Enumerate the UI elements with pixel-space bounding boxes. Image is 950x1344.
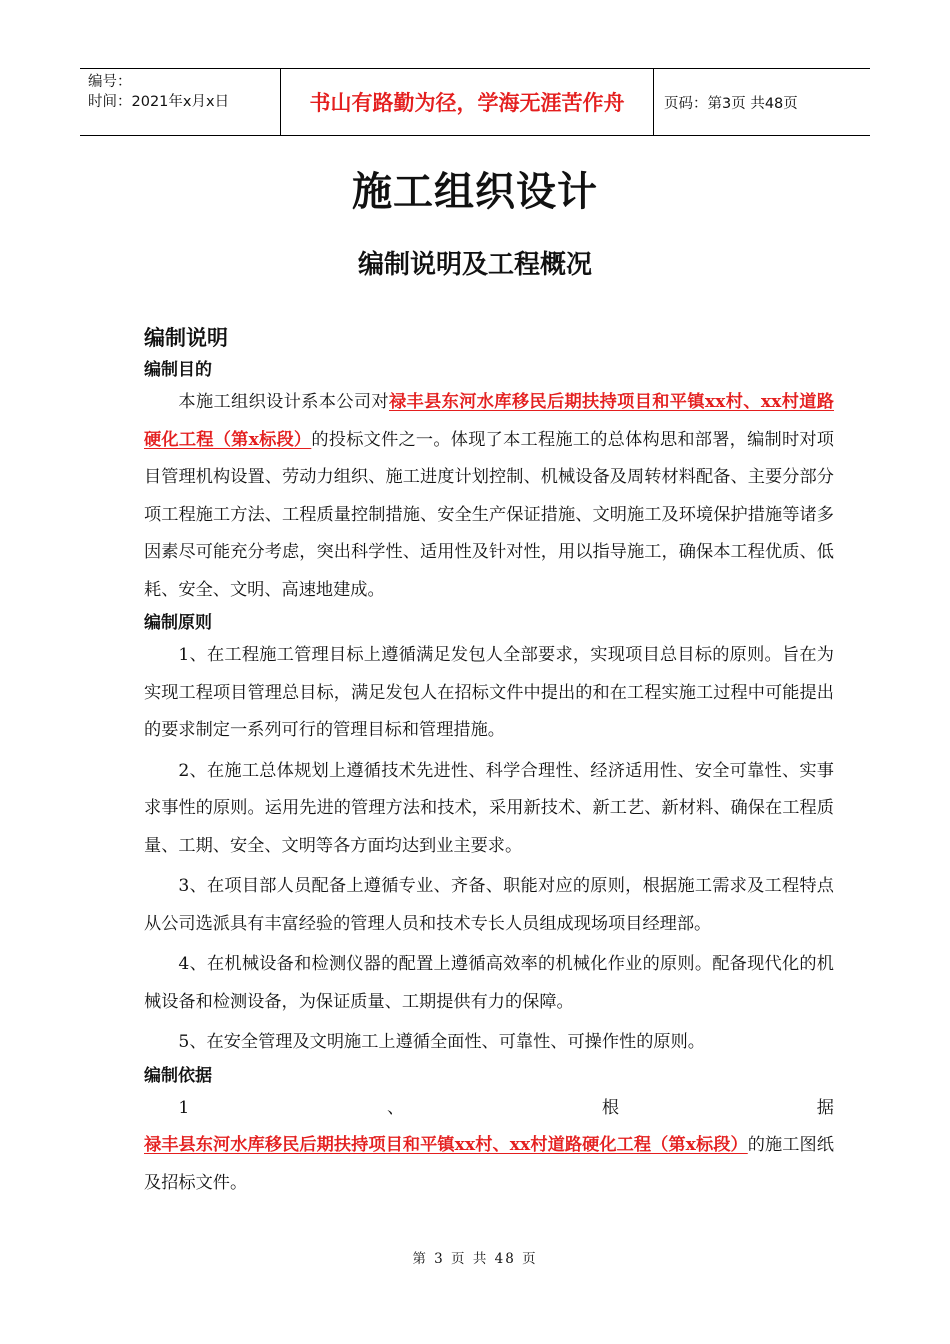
page-header (80, 68, 870, 136)
basis-item-1 (144, 1090, 834, 1203)
serial-number-label: 编号： (88, 74, 132, 90)
project-name-highlight: 禄丰县东河水库移民后期扶持项目和平镇xx村、xx村道路硬化工程（第x标段） (144, 392, 834, 450)
page-footer: 第 3 页 共 48 页 (412, 1251, 538, 1267)
section-heading-compilation-notes: 编制说明 (144, 326, 228, 350)
date-label: 时间：2021年x月x日 (88, 94, 230, 110)
heading-purpose: 编制目的 (144, 360, 212, 380)
document-body (144, 320, 834, 1202)
document-title: 施工组织设计 (352, 168, 598, 215)
principle-item-1: 1、在工程施工管理目标上遵循满足发包人全部要求，实现项目总目标的原则。旨在为实现工程项目管理总目标，满足发包人在招标文件中提出的和在工程实施工过程中可能提出的要求制定一系列可行的管理目标和管理措施。 (144, 645, 834, 740)
heading-basis: 编制依据 (144, 1065, 212, 1086)
header-motto: 书山有路勤为径，学海无涯苦作舟 (280, 69, 654, 135)
header-page-number: 页码：第3页 共48页 (664, 95, 798, 112)
principle-item-2: 2、在施工总体规划上遵循技术先进性、科学合理性、经济适用性、安全可靠性、实事求事性的原则。运用先进的管理方法和技术，采用新技术、新工艺、新材料、确保在工程质量、工期、安全、文明等各方面均达到业主要求。 (144, 760, 834, 856)
basis-project-name-highlight: 禄丰县东河水库移民后期扶持项目和平镇xx村、xx村道路硬化工程（第x标段） (144, 1135, 748, 1155)
header-meta (80, 69, 280, 135)
principle-item-3: 3、在项目部人员配备上遵循专业、齐备、职能对应的原则，根据施工需求及工程特点从公司选派具有丰富经验的管理人员和技术专长人员组成现场项目经理部。 (144, 876, 834, 934)
document-subtitle: 编制说明及工程概况 (357, 250, 592, 280)
basis-text-pre: 1、根据 (178, 1097, 834, 1118)
purpose-text-pre: 本施工组织设计系本公司对 (178, 392, 389, 412)
purpose-text-post: 的投标文件之一。体现了本工程施工的总体构思和部署，编制时对项目管理机构设置、劳动力组织、施工进度计划控制、机械设备及周转材料配备、主要分部分项工程施工方法、工程质量控制措施、安全生产保证措施、文明施工及环境保护措施等诸多因素尽可能充分考虑，突出科学性、适用性及针对性，用以指导施工，确保本工程优质、低耗、安全、文明、高速地建成。 (144, 429, 834, 600)
heading-principles: 编制原则 (144, 613, 212, 633)
principle-item-5: 5、在安全管理及文明施工上遵循全面性、可靠性、可操作性的原则。 (178, 1032, 705, 1052)
basis-text-post: 的施工图纸及招标文件。 (144, 1135, 834, 1193)
principle-item-4: 4、在机械设备和检测仪器的配置上遵循高效率的机械化作业的原则。配备现代化的机械设备和检测设备，为保证质量、工期提供有力的保障。 (144, 954, 834, 1012)
purpose-paragraph (144, 384, 834, 609)
